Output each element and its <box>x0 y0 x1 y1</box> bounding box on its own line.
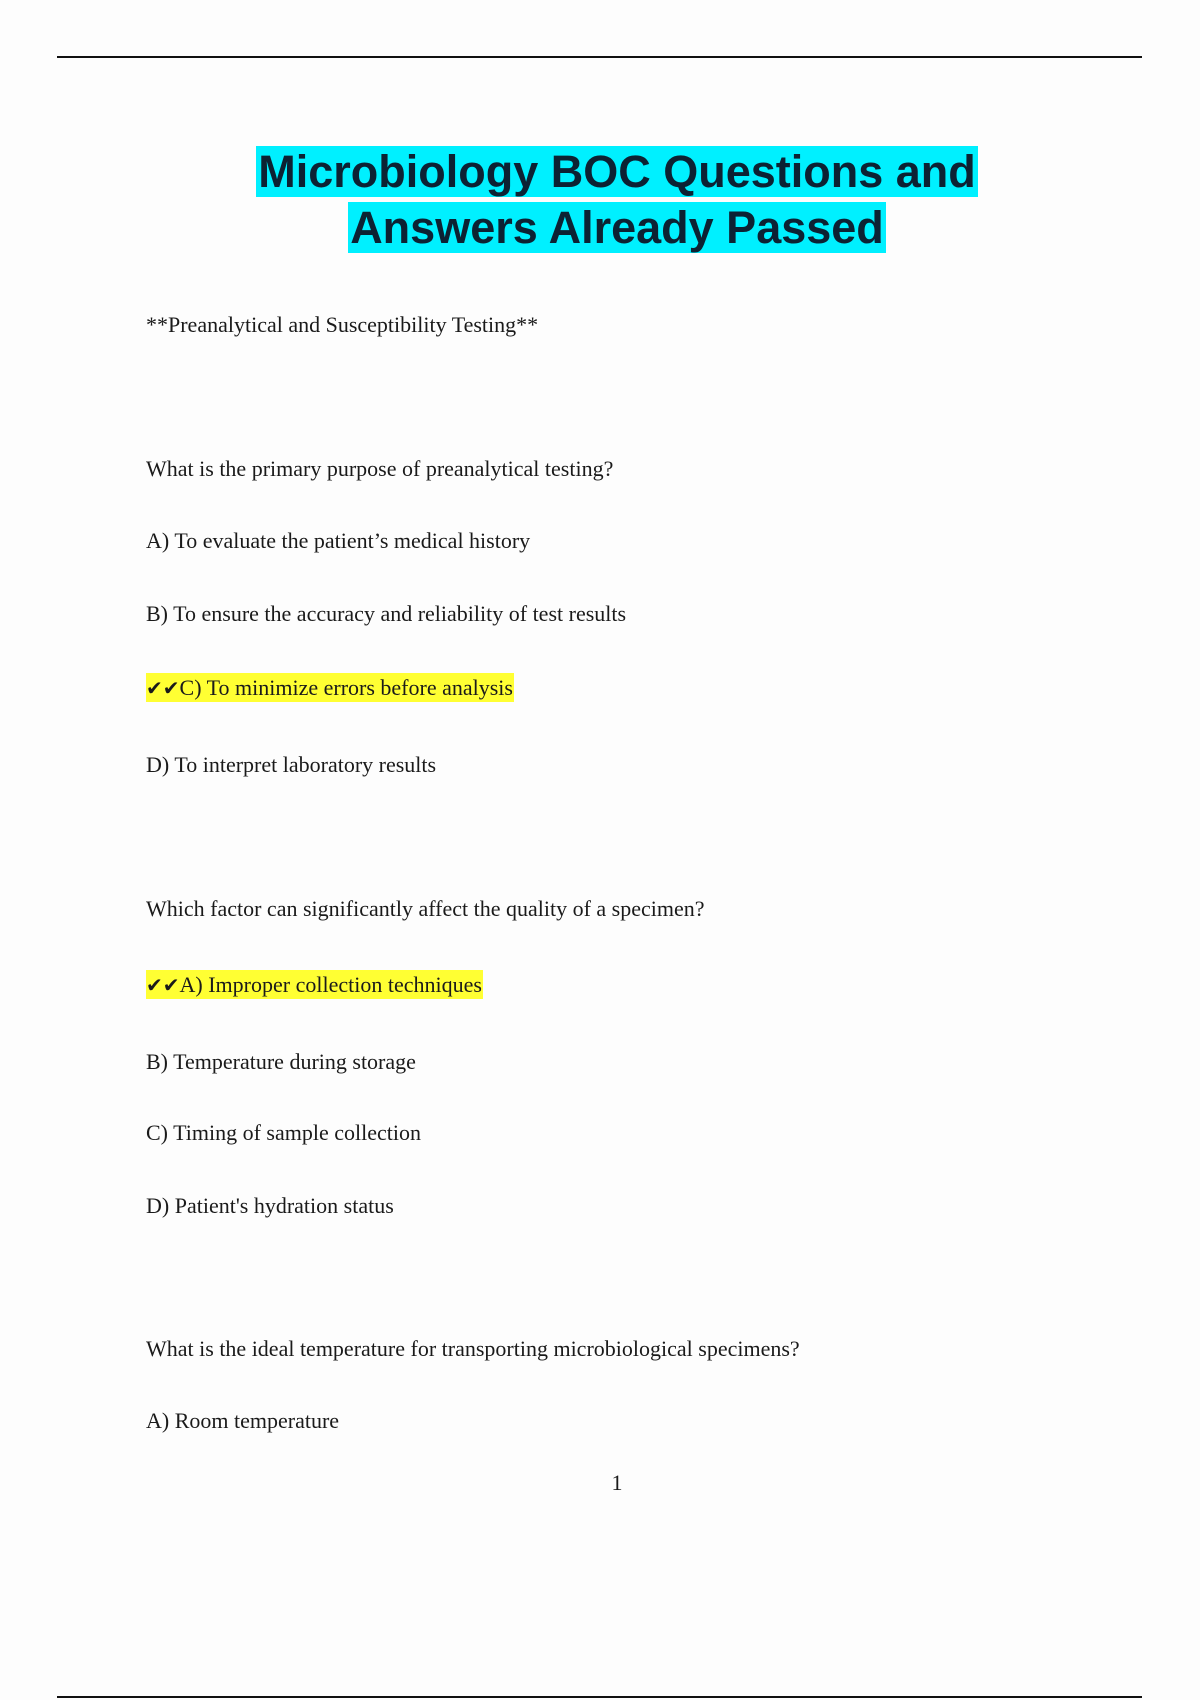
question-3-text: What is the ideal temperature for transporting microbiological specimens? <box>146 1336 800 1361</box>
check-mark-icon: ✔✔ <box>146 676 180 700</box>
header-rule <box>57 56 1142 58</box>
question-1-option-c-label: C) To minimize errors before analysis <box>179 675 513 700</box>
question-1-option-b: B) To ensure the accuracy and reliability of test results <box>146 601 627 626</box>
question-2-option-c: C) Timing of sample collection <box>146 1120 421 1145</box>
question-1-option-d: D) To interpret laboratory results <box>146 752 437 777</box>
question-2-text: Which factor can significantly affect the quality of a specimen? <box>146 896 705 921</box>
section-heading: **Preanalytical and Susceptibility Testing** <box>146 312 539 337</box>
check-mark-icon: ✔✔ <box>146 973 180 997</box>
question-2-option-a-correct <box>146 971 483 999</box>
question-2-option-b: B) Temperature during storage <box>146 1049 416 1074</box>
document-title <box>0 144 1200 256</box>
question-1-option-a: A) To evaluate the patient’s medical history <box>146 528 531 553</box>
question-3-option-a: A) Room temperature <box>146 1408 340 1433</box>
question-1-option-c-correct <box>146 674 514 702</box>
question-1-text: What is the primary purpose of preanalytical testing? <box>146 456 614 481</box>
correct-answer-highlight <box>146 970 483 999</box>
question-2-option-d: D) Patient's hydration status <box>146 1193 394 1218</box>
title-line-1: Microbiology BOC Questions and <box>258 146 976 197</box>
question-2-option-a-label: A) Improper collection techniques <box>179 972 482 997</box>
correct-answer-highlight <box>146 673 514 702</box>
page-number: 1 <box>611 1470 623 1495</box>
title-line-2: Answers Already Passed <box>350 202 884 253</box>
footer-rule <box>57 1696 1142 1698</box>
